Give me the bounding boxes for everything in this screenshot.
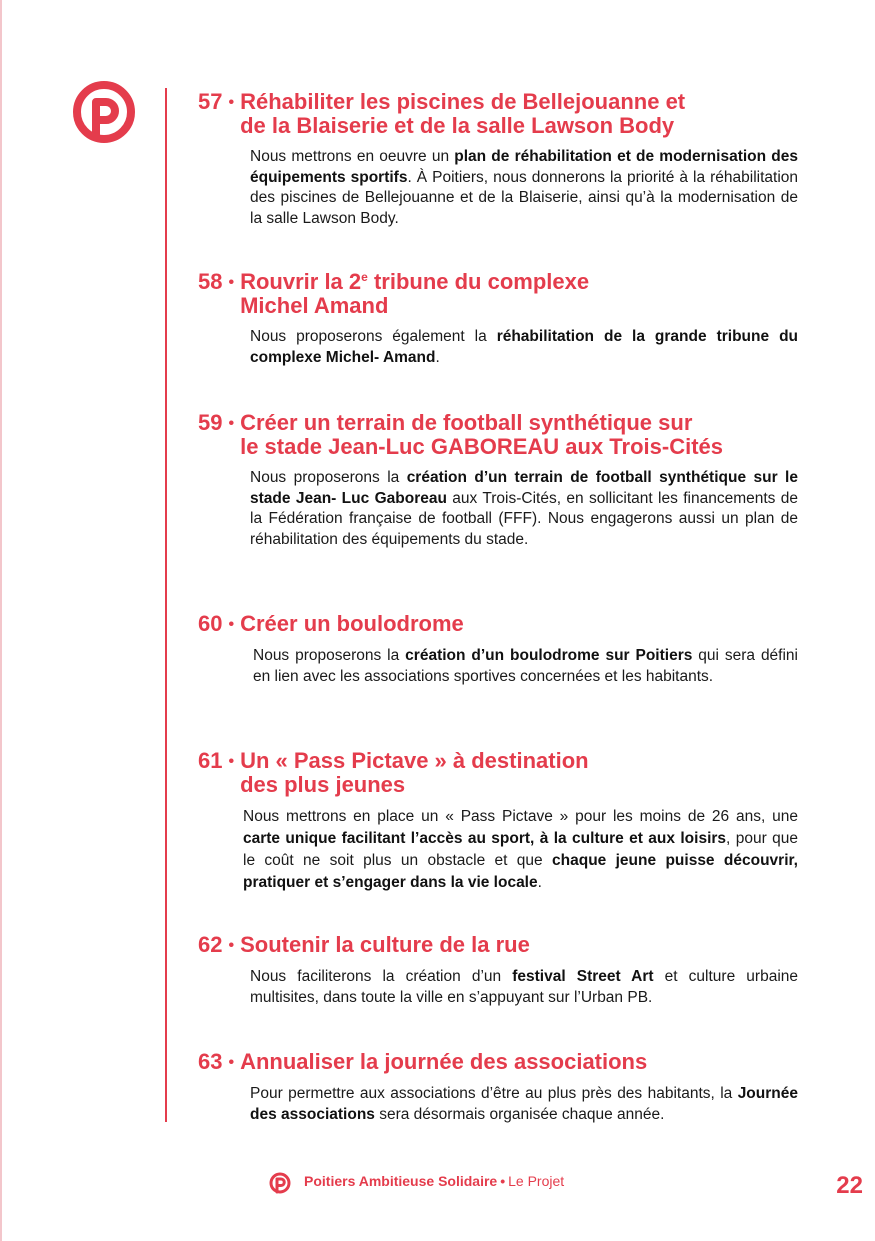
proposal-number: 63 bbox=[198, 1049, 223, 1074]
proposal-title: Créer un boulodrome bbox=[240, 611, 464, 636]
proposal-body: Nous proposerons la création d’un boulodrome sur Poitiers qui sera défini en lien avec les associations sportives concernées et les habitants. bbox=[253, 647, 798, 685]
proposal-heading: 61 • Un « Pass Pictave » à destination des plus jeunes bbox=[198, 749, 798, 797]
party-logo-icon bbox=[68, 80, 140, 144]
proposal-title: Un « Pass Pictave » à destination des plus jeunes bbox=[240, 748, 589, 797]
proposal-number: 58 bbox=[198, 269, 223, 294]
section-vertical-rule bbox=[165, 88, 167, 1122]
proposal-heading: 57 • Réhabiliter les piscines de Bellejouanne et de la Blaiserie et de la salle Lawson Body bbox=[198, 90, 798, 138]
proposal-body: Nous faciliterons la création d’un festival Street Art et culture urbaine multisites, dans toute la ville en s’appuyant sur l’Urban PB. bbox=[250, 968, 798, 1006]
proposal-number: 60 bbox=[198, 611, 223, 636]
proposal-heading: 63 • Annualiser la journée des associations bbox=[198, 1050, 798, 1075]
proposal-number: 57 bbox=[198, 89, 223, 114]
proposal-number: 61 bbox=[198, 748, 223, 773]
proposal-heading: 58 • Rouvrir la 2e tribune du complexe Michel Amand bbox=[198, 270, 798, 318]
proposal-heading: 59 • Créer un terrain de football synthétique sur le stade Jean-Luc GABOREAU aux Trois-Cités bbox=[198, 411, 798, 459]
proposal-title: Soutenir la culture de la rue bbox=[240, 932, 530, 957]
page-edge-line bbox=[0, 0, 2, 1241]
proposal-58 bbox=[198, 270, 798, 368]
proposal-body: Nous mettrons en oeuvre un plan de réhabilitation et de modernisation des équipements sportifs. À Poitiers, nous donnerons la priorité à la réhabilitation des piscines de Bellejouanne et de la Blaiserie, ainsi qu’à la modernisation de la salle Lawson Body. bbox=[250, 148, 799, 227]
proposal-heading: 60 • Créer un boulodrome bbox=[198, 612, 798, 637]
proposal-number: 59 bbox=[198, 410, 223, 435]
proposal-60 bbox=[198, 612, 798, 687]
proposal-59 bbox=[198, 411, 798, 550]
proposal-body: Nous proposerons la création d’un terrain de football synthétique sur le stade Jean- Luc Gaboreau aux Trois-Cités, en sollicitant les financements de la Fédération française de football (FFF). Nous engagerons aussi un plan de réhabilitation des équipements du stade. bbox=[250, 469, 798, 548]
proposal-title: Créer un terrain de football synthétique sur le stade Jean-Luc GABOREAU aux Trois-Cités bbox=[240, 410, 723, 459]
proposal-57 bbox=[198, 90, 798, 229]
footer-brand: Poitiers Ambitieuse Solidaire • Le Projet bbox=[304, 1173, 565, 1189]
proposal-title: Annualiser la journée des associations bbox=[240, 1049, 648, 1074]
proposal-body: Nous mettrons en place un « Pass Pictave » pour les moins de 26 ans, une carte unique facilitant l’accès au sport, à la culture et aux loisirs, pour que le coût ne soit plus un obstacle et que chaque jeune puisse découvrir, pratiquer et s’engager dans la vie locale. bbox=[243, 808, 798, 891]
proposal-heading: 62 • Soutenir la culture de la rue bbox=[198, 933, 798, 958]
footer-logo-icon bbox=[268, 1172, 292, 1194]
proposal-title: Rouvrir la 2e tribune du complexe Michel Amand bbox=[240, 269, 590, 318]
page-number: 22 bbox=[836, 1172, 863, 1199]
proposal-number: 62 bbox=[198, 932, 223, 957]
page-footer bbox=[268, 1168, 848, 1198]
proposal-body: Nous proposerons également la réhabilitation de la grande tribune du complexe Michel- Amand. bbox=[250, 328, 799, 366]
proposal-title: Réhabiliter les piscines de Bellejouanne et de la Blaiserie et de la salle Lawson Body bbox=[240, 89, 686, 138]
proposal-body: Pour permettre aux associations d’être au plus près des habitants, la Journée des associations sera désormais organisée chaque année. bbox=[250, 1085, 798, 1123]
proposal-63 bbox=[198, 1050, 798, 1125]
proposal-62 bbox=[198, 933, 798, 1008]
proposal-61 bbox=[198, 749, 798, 894]
